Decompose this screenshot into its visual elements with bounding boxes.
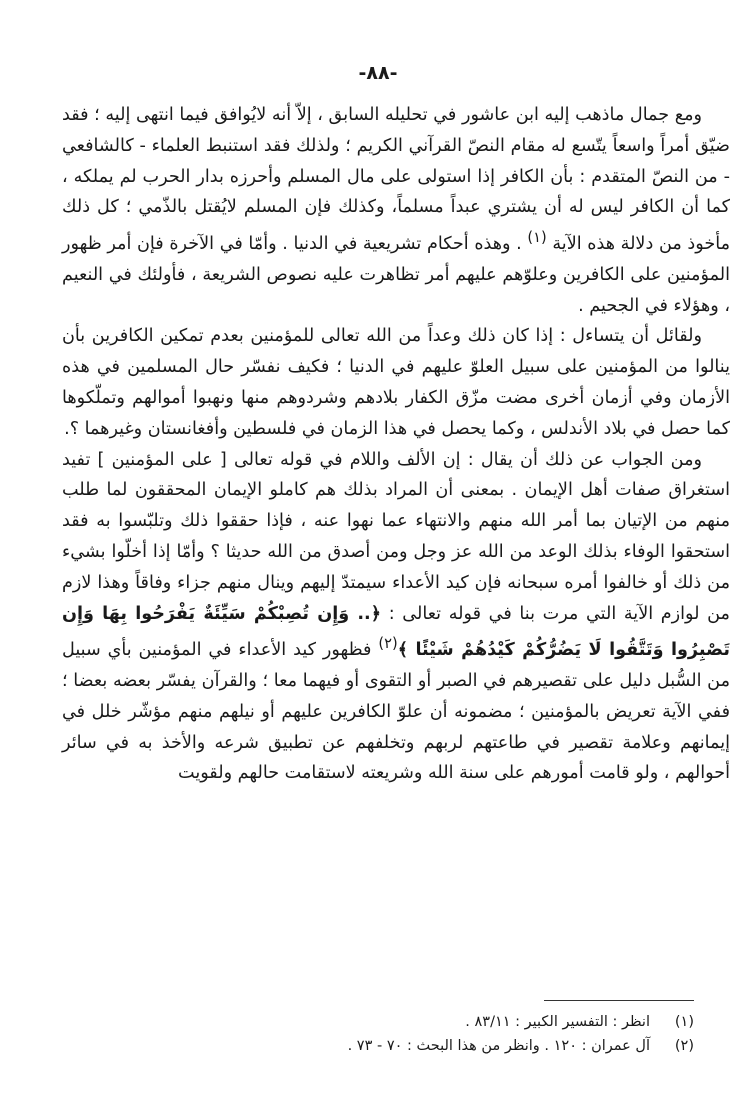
footnotes <box>26 1010 694 1058</box>
paragraph-text: فظهور كيد الأعداء في المؤمنين بأي سبيل من السُّبل دليل على تقصيرهم في الصبر أو التقوى أو فيهما معا ؛ والقرآن يفسّر بعضه بعضا ؛ ففي الآية تعريض بالمؤمنين ؛ مضمونه أن علوّ الكافرين عليهم أو نيلهم منهم مؤشّر خلل في إيمانهم وعلامة تقصير في طاعتهم لربهم وتخلفهم عن تطبيق شرعه والأخذ به في سائر أحوالهم ، ولو قامت أمورهم على سنة الله وشريعته لاستقامت حالهم ولقويت <box>62 640 730 784</box>
quran-verse: ﴿.. وَإِن تُصِبْكُمْ سَيِّئَةٌ يَفْرَحُوا بِهَا وَإِن تَصْبِرُوا وَتَتَّقُوا لَا يَضُرُّكُمْ كَيْدُهُمْ شَيْئًا ﴾ <box>62 603 730 661</box>
footnote-separator <box>544 1000 694 1001</box>
main-text <box>62 100 730 789</box>
footnote-2 <box>26 1034 694 1058</box>
footnote-1 <box>26 1010 694 1034</box>
footnote-text: آل عمران : ١٢٠ . وانظر من هذا البحث : ٧٠ - ٧٣ . <box>347 1038 650 1054</box>
footnote-text: انظر : التفسير الكبير : ٨٣/١١ . <box>465 1014 650 1030</box>
footnote-number: (٢) <box>674 1038 694 1054</box>
footnote-ref-2: (٢) <box>378 635 398 653</box>
paragraph-text: ومع جمال ماذهب إليه ابن عاشور في تحليله السابق ، إلاّ أنه لايُوافق فيما انتهى إليه ؛ فقد ضيّق أمراً واسعاً يتّسع له مقام النصّ القرآني الكريم ؛ ولذلك فقد استنبط العلماء - كالشافعي - من النصّ المتقدم : بأن الكافر إذا استولى على مال المسلم وأحرزه بدار الحرب لم يملكه ، كما أن الكافر ليس له أن يشتري عبداً مسلماً، وكذلك فإن المسلم لايُقتل بالذّمي ؛ كل ذلك مأخوذ من دلالة هذه الآية <box>62 105 730 255</box>
footnote-number: (١) <box>674 1014 694 1030</box>
page-number: -٨٨- <box>358 62 398 84</box>
footnote-ref-1: (١) <box>527 229 547 247</box>
paragraph-2 <box>62 321 730 444</box>
paragraph-text: ولقائل أن يتساءل : إذا كان ذلك وعداً من الله تعالى للمؤمنين بعدم تمكين الكافرين بأن ينالوا من المؤمنين على سبيل العلوّ عليهم في الدنيا ؛ فكيف نفسّر حال المسلمين في هذه الأزمان وفي أزمان أخرى مضت مزّق الكفار بلادهم وشردوهم منها ونهبوا أموالهم وتملّكوها كما حصل في بلاد الأندلس ، وكما يحصل في هذا الزمان في فلسطين وأفغانستان وغيرهما ؟. <box>62 326 730 439</box>
paragraph-3 <box>62 445 730 790</box>
paragraph-1 <box>62 100 730 321</box>
paragraph-text: ومن الجواب عن ذلك أن يقال : إن الألف واللام في قوله تعالى [ على المؤمنين ] تفيد استغراق صفات أهل الإيمان . بمعنى أن المراد بذلك هم كاملو الإيمان المحققون لما طلب منهم من الإتيان بما أمر الله منهم والانتهاء عما نهوا عنه ، فإذا حققوا ذلك وتلبّسوا به فقد استحقوا الوفاء بذلك الوعد من الله عز وجل ومن أصدق من الله حديثا ؟ وأمّا إذا أخلّوا بشيء من ذلك أو خالفوا أمره سبحانه فإن كيد الأعداء سيمتدّ إليهم وينال منهم جزاء وفاقاً وهذا لازم من لوازم الآية التي مرت بنا في قوله تعالى : <box>62 449 730 624</box>
paragraph-text: . وهذه أحكام تشريعية في الدنيا . وأمّا في الآخرة فإن أمر ظهور المؤمنين على الكافرين وعلوّهم عليهم أمر تظاهرت عليه نصوص الشريعة ، فأولئك في النعيم ، وهؤلاء في الجحيم . <box>62 234 730 316</box>
